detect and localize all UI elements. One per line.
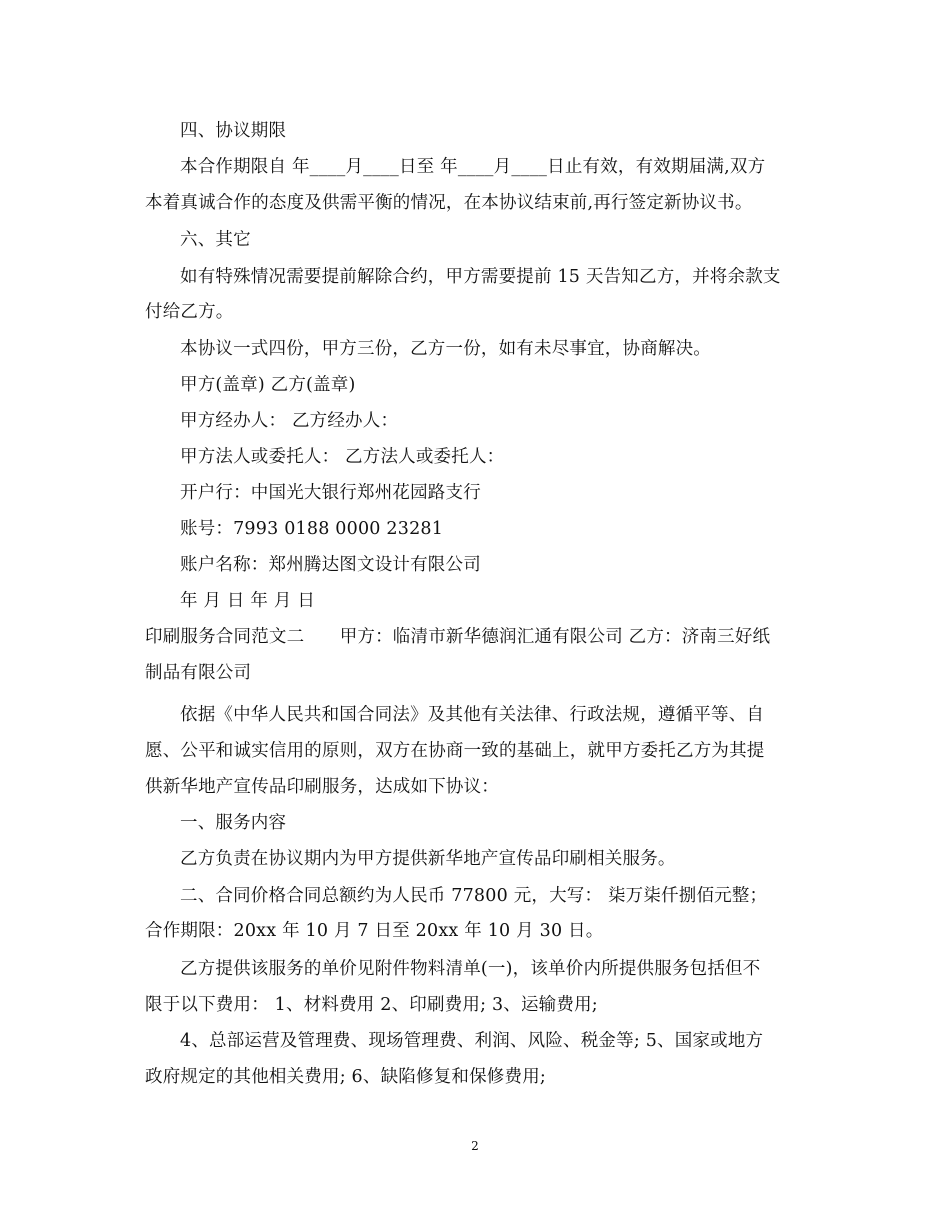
section-heading: 四、协议期限 xyxy=(180,121,287,141)
signature-line: 甲方法人或委托人： 乙方法人或委托人： xyxy=(180,447,505,467)
paragraph-line: 限于以下费用： 1、材料费用 2、印刷费用; 3、运输费用; xyxy=(145,995,598,1015)
date-line: 年 月 日 年 月 日 xyxy=(180,591,316,611)
paragraph-line: 制品有限公司 xyxy=(145,663,252,683)
account-number-line: 账号：7993 0188 0000 23281 xyxy=(180,519,444,539)
paragraph-line: 本着真诚合作的态度及供需平衡的情况，在本协议结束前,再行签定新协议书。 xyxy=(145,193,753,213)
page-number: 2 xyxy=(471,1139,479,1153)
paragraph-line: 本合作期限自 年____月____日至 年____月____日止有效，有效期届满,双方 xyxy=(180,157,766,177)
paragraph-line: 二、合同价格合同总额约为人民币 77800 元，大写： 柒万柒仟捌佰元整； xyxy=(180,886,768,906)
signature-line: 甲方(盖章) 乙方(盖章) xyxy=(180,375,356,395)
account-name-line: 账户名称：郑州腾达图文设计有限公司 xyxy=(180,555,481,575)
paragraph-line: 乙方负责在协议期内为甲方提供新华地产宣传品印刷相关服务。 xyxy=(180,849,676,869)
paragraph-line: 供新华地产宣传品印刷服务，达成如下协议： xyxy=(145,777,499,797)
bank-line: 开户行：中国光大银行郑州花园路支行 xyxy=(180,483,481,503)
section-heading: 一、服务内容 xyxy=(180,813,287,833)
paragraph-line: 合作期限：20xx 年 10 月 7 日至 20xx 年 10 月 30 日。 xyxy=(145,921,604,941)
paragraph-line: 依据《中华人民共和国合同法》及其他有关法律、行政法规，遵循平等、自 xyxy=(180,705,765,725)
contract-title-line: 印刷服务合同范文二 甲方：临清市新华德润汇通有限公司 乙方：济南三好纸 xyxy=(145,627,771,647)
signature-line: 甲方经办人： 乙方经办人： xyxy=(180,411,399,431)
paragraph-line: 如有特殊情况需要提前解除合约，甲方需要提前 15 天告知乙方，并将余款支 xyxy=(180,267,781,287)
paragraph-line: 本协议一式四份，甲方三份，乙方一份，如有未尽事宜，协商解决。 xyxy=(180,339,711,359)
section-heading: 六、其它 xyxy=(180,230,251,250)
paragraph-line: 愿、公平和诚实信用的原则，双方在协商一致的基础上，就甲方委托乙方为其提 xyxy=(145,741,765,761)
paragraph-line: 政府规定的其他相关费用; 6、缺陷修复和保修费用; xyxy=(145,1067,546,1087)
paragraph-line: 乙方提供该服务的单价见附件物料清单(一)，该单价内所提供服务包括但不 xyxy=(180,959,761,979)
paragraph-line: 4、总部运营及管理费、现场管理费、利润、风险、税金等; 5、国家或地方 xyxy=(180,1031,764,1051)
paragraph-line: 付给乙方。 xyxy=(145,302,234,322)
